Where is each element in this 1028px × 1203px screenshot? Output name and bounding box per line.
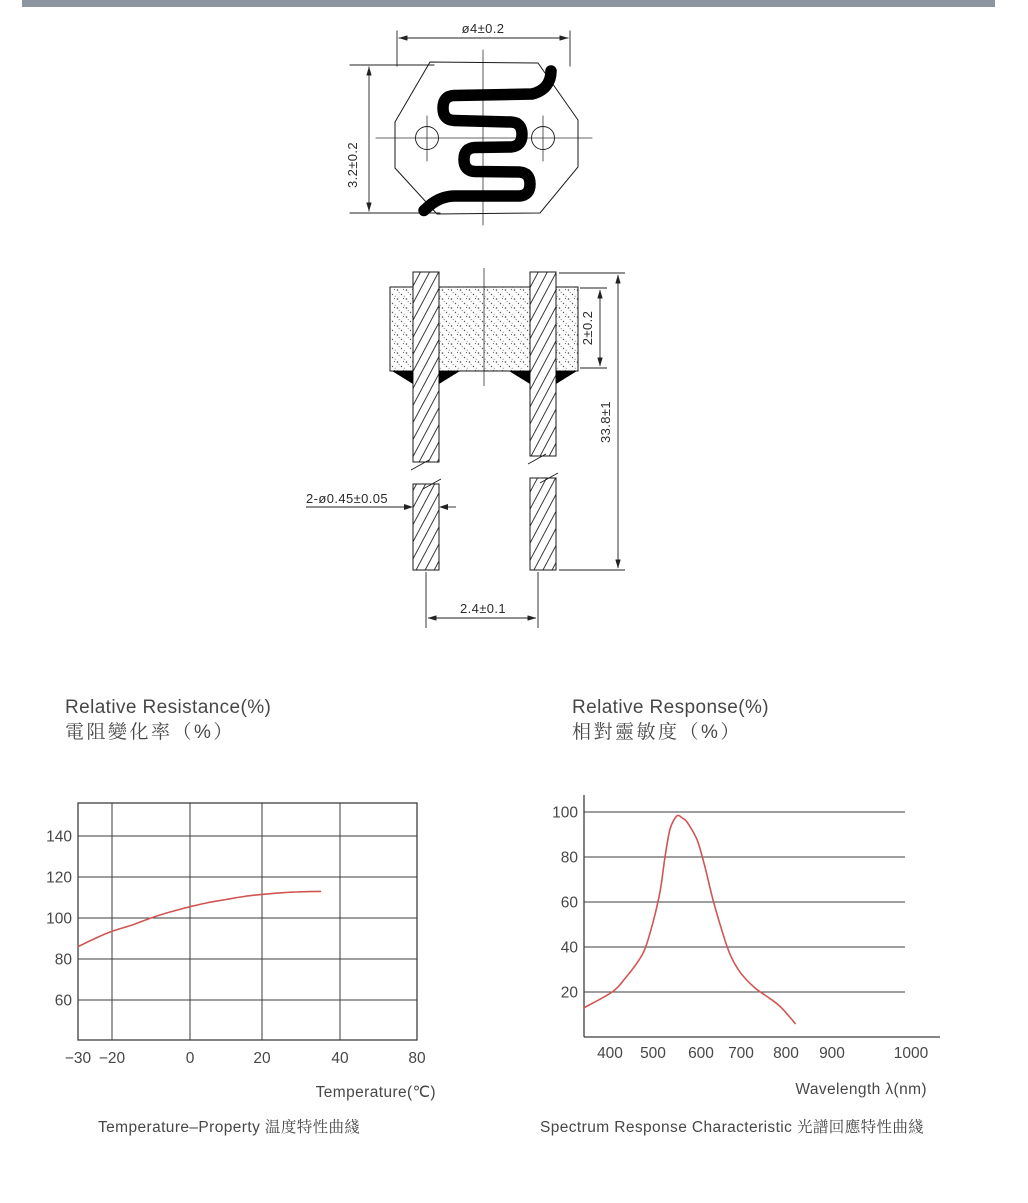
y-tick-label: 60	[54, 992, 72, 1010]
spectrum-chart	[552, 795, 940, 1062]
temperature-chart	[46, 803, 426, 1067]
x-tick-label: 800	[773, 1045, 799, 1062]
x-tick-label: 0	[185, 1050, 195, 1067]
y-tick-label: 100	[552, 804, 578, 822]
x-tick-labels	[597, 1045, 929, 1062]
x-tick-label: 1000	[893, 1045, 929, 1062]
solder-fillet	[556, 371, 577, 384]
y-tick-labels	[46, 829, 72, 1010]
x-tick-labels	[65, 1050, 426, 1067]
right-lead-lower	[530, 478, 556, 570]
left-chart-caption: Temperature–Property 温度特性曲綫	[98, 1119, 361, 1136]
y-tick-label: 100	[46, 910, 72, 928]
total-length-dimension-label: 33.8±1	[598, 400, 613, 444]
leader-arrow	[439, 504, 448, 510]
x-tick-label: 500	[640, 1045, 666, 1062]
x-tick-label: 700	[728, 1045, 754, 1062]
top-view-drawing	[345, 21, 592, 225]
right-chart-caption: Spectrum Response Characteristic 光譜回應特性曲綫	[540, 1119, 925, 1136]
x-tick-label: 40	[331, 1050, 349, 1067]
height-dimension-label: 3.2±0.2	[345, 141, 360, 189]
left-chart-xlabel: Temperature(℃)	[315, 1084, 436, 1101]
x-tick-label: 900	[819, 1045, 845, 1062]
x-tick-label: 20	[253, 1050, 271, 1067]
y-tick-label: 20	[560, 984, 578, 1002]
lead-pitch-dimension-label: 2.4±0.1	[459, 601, 507, 616]
right-chart-xlabel: Wavelength λ(nm)	[795, 1081, 927, 1098]
plot-frame	[78, 803, 417, 1040]
left-chart-title: Relative Resistance(%)	[65, 697, 272, 718]
x-tick-label: 80	[408, 1050, 426, 1067]
y-tick-label: 60	[560, 894, 578, 912]
solder-fillet	[439, 371, 460, 384]
left-chart-subtitle: 電阻變化率（%）	[65, 722, 235, 743]
solder-fillet	[509, 371, 530, 384]
side-view-drawing	[306, 268, 625, 628]
temperature-curve	[78, 891, 321, 946]
x-tick-label: −30	[64, 1050, 92, 1067]
y-tick-label: 140	[46, 828, 72, 846]
y-tick-labels	[552, 805, 578, 1002]
y-tick-label: 120	[46, 869, 72, 887]
gridlines	[584, 812, 905, 992]
left-lead-upper	[413, 272, 439, 462]
y-tick-label: 80	[560, 849, 578, 867]
left-chart-title-block	[65, 695, 271, 745]
y-tick-label: 80	[54, 951, 72, 969]
body-height-dimension-label: 2±0.2	[580, 310, 595, 346]
gridlines	[78, 803, 417, 1040]
x-tick-label: 600	[688, 1045, 714, 1062]
right-chart-title-block	[572, 695, 769, 745]
left-lead-lower	[413, 484, 439, 570]
solder-fillet	[392, 371, 413, 384]
diameter-dimension-label: ø4±0.2	[461, 21, 505, 36]
lead-diameter-label: 2-ø0.45±0.05	[306, 491, 389, 506]
right-lead-upper	[530, 272, 556, 456]
right-chart-subtitle: 相對靈敏度（%）	[572, 722, 742, 743]
right-chart-title: Relative Response(%)	[572, 697, 770, 718]
leader-arrow	[404, 504, 413, 510]
x-tick-label: −20	[98, 1050, 126, 1067]
x-tick-label: 400	[597, 1045, 623, 1062]
y-tick-label: 40	[560, 939, 578, 957]
